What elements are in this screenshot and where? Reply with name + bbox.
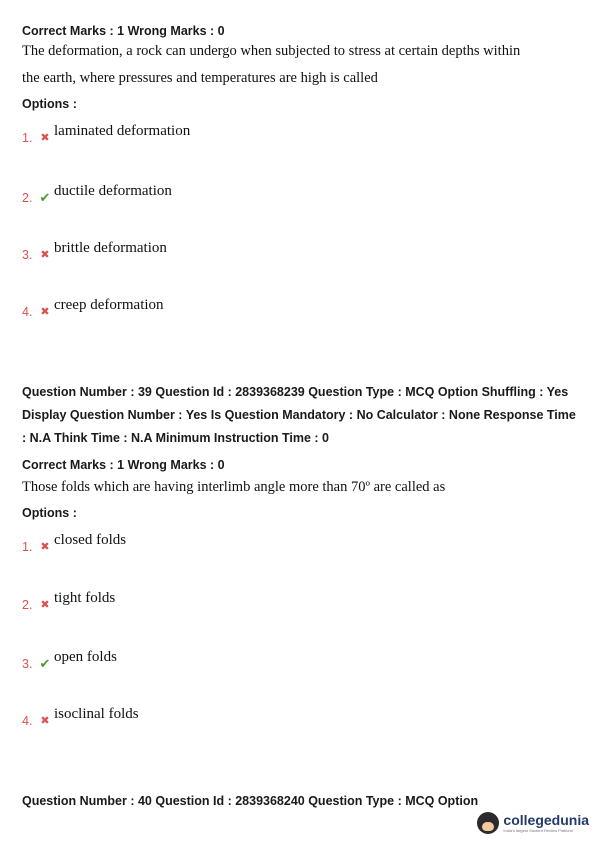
q38-marks: Correct Marks : 1 Wrong Marks : 0 <box>22 24 225 38</box>
q39-text: Those folds which are having interlimb angle more than 70º are called as <box>22 479 446 495</box>
logo-tagline: India's largest Student Review Platform <box>503 828 574 833</box>
option-number: 1. <box>22 540 33 554</box>
check-icon: ✔ <box>39 190 51 205</box>
q38-option-2 <box>22 184 172 206</box>
collegedunia-logo <box>477 812 589 834</box>
q39-header-line1: Question Number : 39 Question Id : 2839368239 Question Type : MCQ Option Shuffling : Yes <box>22 385 569 399</box>
q38-option-3 <box>22 241 167 263</box>
cross-icon: ✖ <box>40 306 50 318</box>
q38-text-line2: the earth, where pressures and temperatures are high is called <box>22 70 378 86</box>
option-text: closed folds <box>54 532 127 548</box>
cross-icon: ✖ <box>40 541 50 553</box>
option-text: ductile deformation <box>54 183 172 199</box>
option-number: 4. <box>22 305 33 319</box>
cross-icon: ✖ <box>40 132 50 144</box>
q39-options-label: Options : <box>22 506 77 520</box>
option-text: laminated deformation <box>54 123 191 139</box>
q39-header-line2: Display Question Number : Yes Is Question Mandatory : No Calculator : None Response Time <box>22 408 576 422</box>
option-text: brittle deformation <box>54 240 167 256</box>
q39-marks: Correct Marks : 1 Wrong Marks : 0 <box>22 458 225 472</box>
option-number: 3. <box>22 248 33 262</box>
option-number: 2. <box>22 191 33 205</box>
option-text: creep deformation <box>54 297 164 313</box>
student-avatar-icon <box>477 812 499 834</box>
q40-header-line1: Question Number : 40 Question Id : 2839368240 Question Type : MCQ Option <box>22 794 479 808</box>
option-text: isoclinal folds <box>54 706 139 722</box>
option-text: tight folds <box>54 590 116 606</box>
q38-options-label: Options : <box>22 97 77 111</box>
q38-text-line1: The deformation, a rock can undergo when subjected to stress at certain depths within <box>22 43 521 59</box>
option-number: 1. <box>22 131 33 145</box>
q39-option-4 <box>22 707 139 729</box>
cross-icon: ✖ <box>40 715 50 727</box>
option-number: 3. <box>22 657 33 671</box>
q38-option-4 <box>22 298 164 320</box>
cross-icon: ✖ <box>40 599 50 611</box>
option-number: 4. <box>22 714 33 728</box>
cross-icon: ✖ <box>40 249 50 261</box>
q38-option-1 <box>22 124 190 146</box>
option-text: open folds <box>54 649 117 665</box>
q39-option-2 <box>22 591 115 613</box>
check-icon: ✔ <box>39 656 51 671</box>
q39-header-line3: : N.A Think Time : N.A Minimum Instruction Time : 0 <box>22 431 329 445</box>
q39-option-1 <box>22 533 126 555</box>
q39-option-3 <box>22 650 117 672</box>
option-number: 2. <box>22 598 33 612</box>
logo-name: collegedunia <box>503 812 589 828</box>
